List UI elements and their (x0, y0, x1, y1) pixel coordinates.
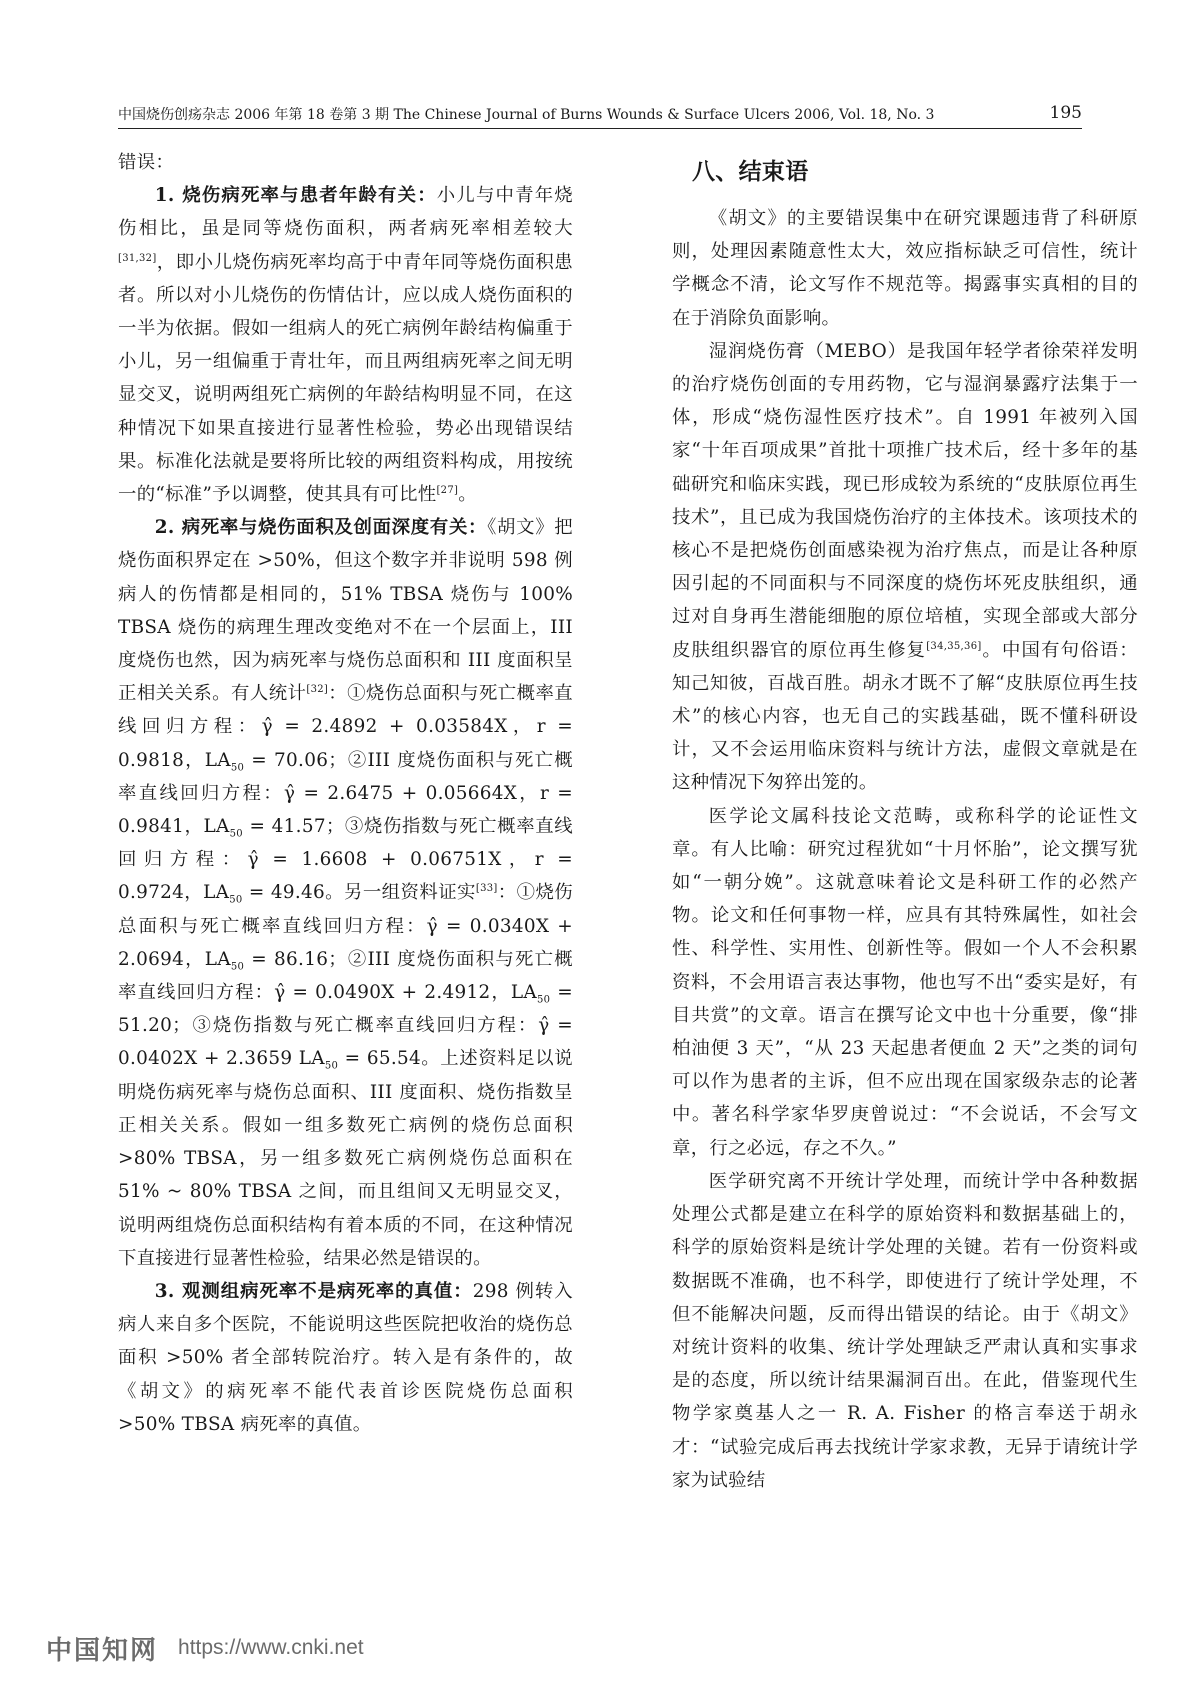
citation-ref: [34,35,36] (926, 640, 982, 652)
body-text: ：①烧伤总面积与死亡概率直线回归方程：γ̂ = 2.4892 + 0.03584X，r = 0.9818，LA (118, 683, 573, 771)
paragraph-paper-writing: 医学论文属科技论文范畴，或称科学的论证性文章。有人比喻：研究过程犹如“十月怀胎”，论文撰写犹如“一朝分娩”。这就意味着论文是科研工作的必然产物。论文和任何事物一样，应具有其特殊属性，如社会性、科学性、实用性、创新性等。假如一个人不会积累资料，不会用语言表达事物，他也写不出“委实是好，有目共赏”的文章。语言在撰写论文中也十分重要，像“排柏油便 3 天”，“从 23 天起患者便血 2 天”之类的词句可以作为患者的主诉，但不应出现在国家级杂志的论著中。著名科学家华罗庚曾说过：“不会说话，不会写文章，行之必远，存之不久。” (672, 805, 1138, 1159)
body-text: = 41.57；③烧伤指数与死亡概率直线回归方程：γ̂ = 1.6608 + 0.06751X，r = 0.9724，LA (118, 816, 573, 904)
body-text: = 86.16；②III 度烧伤面积与死亡概率直线回归方程：γ̂ = 0.0490X + 2.4912，LA (118, 948, 573, 1004)
paragraph-heading: 1. 烧伤病死率与患者年龄有关： (154, 185, 437, 207)
citation-ref: [27] (436, 484, 459, 496)
body-text: 。 (458, 484, 477, 506)
paragraph-summary: 《胡文》的主要错误集中在研究课题违背了科研原则，处理因素随意性太大，效应指标缺乏可信性，统计学概念不清，论文写作不规范等。揭露事实真相的目的在于消除负面影响。 (672, 208, 1138, 329)
citation-ref: [32] (306, 684, 329, 696)
cnki-url: https://www.cnki.net (178, 1636, 364, 1659)
body-text: = 51.20；③烧伤指数与死亡概率直线回归方程：γ̂ = 0.0402X + 2.3659 LA (118, 982, 574, 1070)
subscript: 50 (229, 895, 243, 907)
subscript: 50 (230, 762, 245, 774)
body-text: ：①烧伤总面积与死亡概率直线回归方程：γ̂ = 0.0340X + 2.0694，LA (118, 882, 573, 970)
journal-citation: 中国烧伤创疡杂志 2006 年第 18 卷第 3 期 The Chinese Journal of Burns Wounds & Surface Ulcers 2006, Vol. 18, No. 3 (118, 107, 935, 123)
body-text: 。中国有句俗语：知己知彼，百战百胜。胡永才既不了解“皮肤原位再生技术”的核心内容，也无自己的实践基础，既不懂科研设计，又不会运用临床资料与统计方法，虚假文章就是在这种情况下匆猝出笼的。 (672, 639, 1138, 794)
paragraph-age (118, 179, 573, 511)
body-text: 湿润烧伤膏（MEBO）是我国年轻学者徐荣祥发明的治疗烧伤创面的专用药物，它与湿润暴露疗法集于一体，形成“烧伤湿性医疗技术”。自 1991 年被列入国家“十年百项成果”首批十项推广技术后，经十多年的基础研究和临床实践，现已形成较为系统的“皮肤原位再生技术”，且已成为我国烧伤治疗的主体技术。该项技术的核心不是把烧伤创面感染视为治疗焦点，而是让各种原因引起的不同面积与不同深度的烧伤坏死皮肤组织，通过对自身再生潜能细胞的原位培植，实现全部或大部分皮肤组织器官的原位再生修复 (672, 340, 1138, 661)
page-number: 195 (1049, 103, 1082, 123)
body-text: = 65.54。上述资料足以说明烧伤病死率与烧伤总面积、III 度面积、烧伤指数呈正相关关系。假如一组多数死亡病例的烧伤总面积 >80% TBSA，另一组多数死亡病例烧伤总面积在 51% ~ 80% TBSA 之间，而且组间又无明显交叉，说明两组烧伤总面积结构有着本质的不同，在这种情况下直接进行显著性检验，结果必然是错误的。 (118, 1048, 573, 1269)
subscript: 50 (230, 961, 245, 973)
citation-ref: [33] (475, 883, 498, 895)
paragraph-heading: 3. 观测组病死率不是病死率的真值： (154, 1280, 473, 1302)
body-text: ，即小儿烧伤病死率均高于中青年同等烧伤面积患者。所以对小儿烧伤的伤情估计，应以成人烧伤面积的一半为依据。假如一组病人的死亡病例年龄结构偏重于小儿，另一组偏重于青壮年，而且两组病死率之间无明显交叉，说明两组死亡病例的年龄结构明显不同，在这种情况下如果直接进行显著性检验，势必出现错误结果。标准化法就是要将所比较的两组资料构成，用按统一的“标准”予以调整，使其具有可比性 (118, 251, 573, 506)
paragraph-true-value (118, 1275, 573, 1441)
paragraph-area (118, 511, 573, 1275)
section-title: 八、结束语 (692, 159, 809, 185)
left-column (118, 146, 573, 1441)
subscript: 50 (324, 1061, 339, 1073)
cnki-watermark (46, 1630, 364, 1666)
body-text: = 49.46。另一组资料证实 (242, 882, 476, 904)
running-header (118, 100, 1082, 129)
paragraph-mebo (672, 335, 1138, 800)
body-text: = 70.06；②III 度烧伤面积与死亡概率直线回归方程：γ̂ = 2.6475 + 0.05664X，r = 0.9841，LA (118, 749, 573, 838)
citation-ref: [31,32] (118, 252, 157, 264)
body-text: 298 例转入病人来自多个医院，不能说明这些医院把收治的烧伤总面积 >50% 者全部转院治疗。转入是有条件的，故《胡文》的病死率不能代表首诊医院烧伤总面积 >50% TBSA 病死率的真值。 (118, 1280, 573, 1435)
cnki-logo: 中国知网 (46, 1635, 159, 1666)
subscript: 50 (229, 828, 243, 840)
body-text: 小儿与中青年烧伤相比，虽是同等烧伤面积，两者病死率相差较大 (118, 185, 573, 240)
paragraph-heading: 2. 病死率与烧伤面积及创面深度有关： (154, 517, 488, 539)
subscript: 50 (536, 994, 551, 1006)
paragraph-statistics: 医学研究离不开统计学处理，而统计学中各种数据处理公式都是建立在科学的原始资料和数据基础上的，科学的原始资料是统计学处理的关键。若有一份资料或数据既不准确，也不科学，即使进行了统计学处理，不但不能解决问题，反而得出错误的结论。由于《胡文》对统计资料的收集、统计学处理缺乏严肃认真和实事求是的态度，所以统计结果漏洞百出。在此，借鉴现代生物学家奠基人之一 R. A. Fisher 的格言奉送于胡永才：“试验完成后再去找统计学家求教，无异于请统计学家为试验结 (672, 1170, 1138, 1491)
right-column (672, 146, 1138, 1497)
body-text: 《胡文》把烧伤面积界定在 >50%，但这个数字并非说明 598 例病人的伤情都是相同的，51% TBSA 烧伤与 100% TBSA 烧伤的病理生理改变绝对不在一个层面上，III 度烧伤也然，因为病死率与烧伤总面积和 III 度面积呈正相关关系。有人统计 (118, 517, 573, 705)
opening-fragment: 错误： (118, 152, 175, 173)
